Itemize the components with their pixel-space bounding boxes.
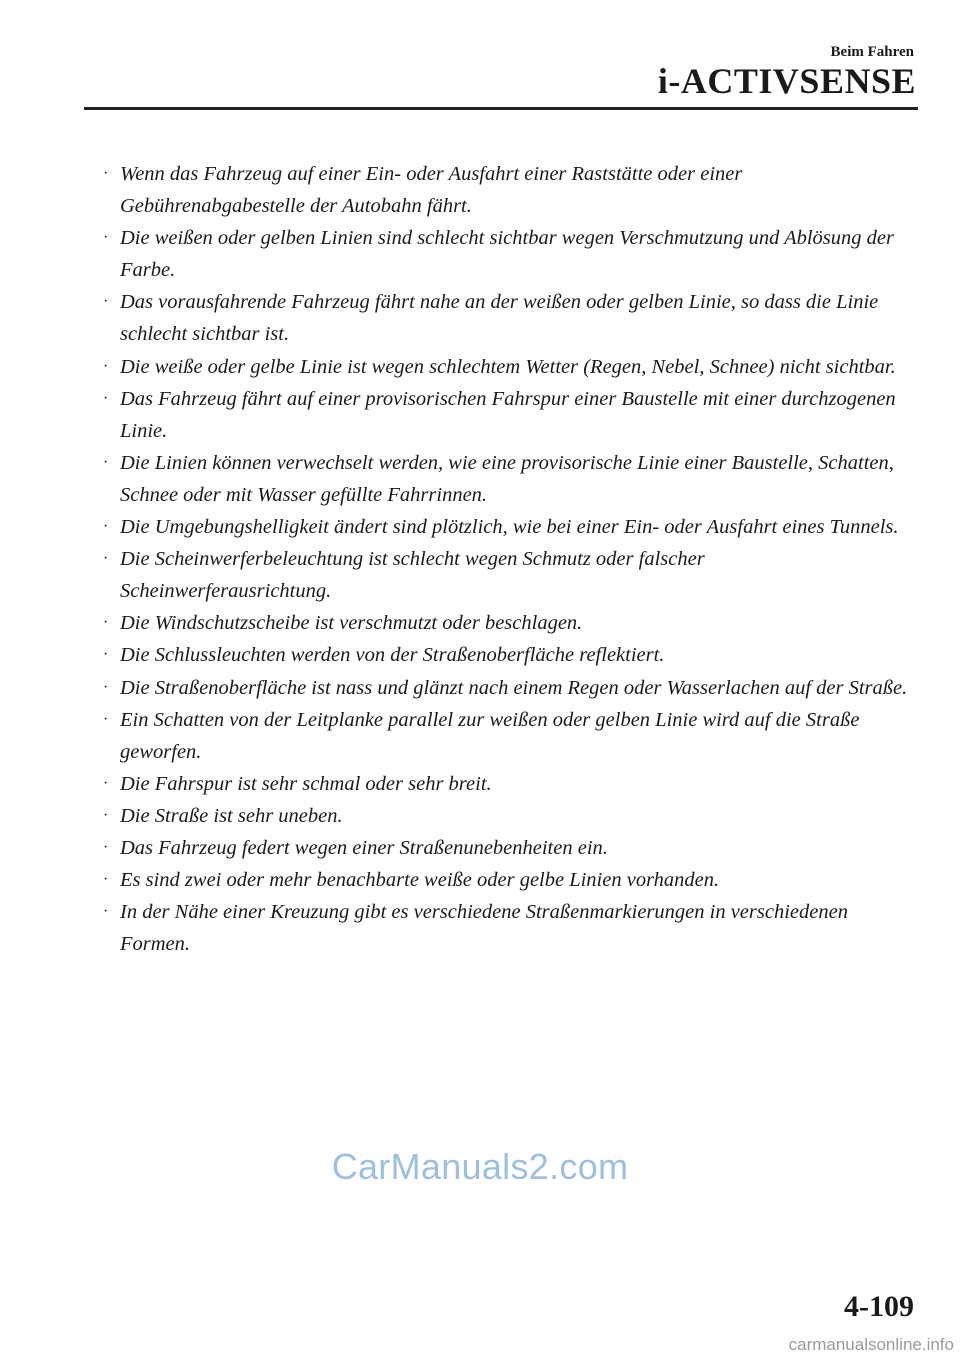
list-item-text: Die Scheinwerferbeleuchtung ist schlecht wegen Schmutz oder falscher Scheinwerferausrichtung. [120,548,705,603]
bullet-dot-icon: · [103,871,109,889]
watermark-logo: CarManuals2.com [331,1146,629,1187]
list-item [100,286,920,350]
bullet-dot-icon: · [103,229,109,247]
bullet-dot-icon: · [103,614,109,632]
bullet-dot-icon: · [103,903,109,921]
list-item [100,222,920,286]
list-item-text: Die Umgebungshelligkeit ändert sind plötzlich, wie bei einer Ein- oder Ausfahrt eines Tunnels. [120,516,899,539]
list-item [100,832,920,864]
list-item [100,639,920,671]
list-item [100,447,920,511]
list-item [100,351,920,383]
list-item [100,383,920,447]
list-item [100,607,920,639]
bullet-dot-icon: · [103,453,109,471]
list-item-text: Ein Schatten von der Leitplanke parallel zur weißen oder gelben Linie wird auf die Straße geworfen. [120,708,860,763]
list-item [100,768,920,800]
list-item-text: Die Straßenoberfläche ist nass und glänzt nach einem Regen oder Wasserlachen auf der Straße. [120,676,908,699]
list-item [100,800,920,832]
list-item-text: In der Nähe einer Kreuzung gibt es verschiedene Straßenmarkierungen in verschiedenen Formen. [120,901,848,956]
list-item-text: Die Straße ist sehr uneben. [120,804,343,827]
header-divider [84,107,918,110]
list-item-text: Wenn das Fahrzeug auf einer Ein- oder Ausfahrt einer Raststätte oder einer Gebührenabgabestelle der Autobahn fährt. [120,163,743,218]
page-number: 4-109 [844,1290,914,1323]
bullet-dot-icon: · [103,838,109,856]
chapter-title: i-ACTIVSENSE [657,61,916,101]
bullet-dot-icon: · [103,678,109,696]
list-item-text: Die Fahrspur ist sehr schmal oder sehr breit. [120,772,492,795]
list-item-text: Das Fahrzeug fährt auf einer provisorischen Fahrspur einer Baustelle mit einer durchzogenen Linie. [120,387,896,442]
footer-watermark: carmanualsonline.info [788,1335,954,1354]
list-item-text: Die Linien können verwechselt werden, wie eine provisorische Linie einer Baustelle, Schatten, Schnee oder mit Wasser gefüllte Fahrrinnen. [120,451,894,506]
list-item-text: Die weißen oder gelben Linien sind schlecht sichtbar wegen Verschmutzung und Ablösung der Farbe. [120,227,894,282]
bullet-dot-icon: · [103,774,109,792]
condition-list [100,158,920,960]
bullet-dot-icon: · [103,389,109,407]
bullet-dot-icon: · [103,710,109,728]
bullet-dot-icon: · [103,806,109,824]
list-item-text: Das Fahrzeug federt wegen einer Straßenunebenheiten ein. [120,836,608,859]
list-item [100,704,920,768]
list-item-text: Es sind zwei oder mehr benachbarte weiße oder gelbe Linien vorhanden. [120,869,720,892]
list-item [100,543,920,607]
bullet-dot-icon: · [103,646,109,664]
bullet-dot-icon: · [103,357,109,375]
list-item [100,158,920,222]
list-item [100,864,920,896]
section-heading: Beim Fahren [830,44,914,60]
bullet-dot-icon: · [103,518,109,536]
list-item-text: Die weiße oder gelbe Linie ist wegen schlechtem Wetter (Regen, Nebel, Schnee) nicht sichtbar. [120,355,896,378]
bullet-dot-icon: · [103,293,109,311]
list-item-text: Das vorausfahrende Fahrzeug fährt nahe an der weißen oder gelben Linie, so dass die Linie schlecht sichtbar ist. [120,291,879,346]
list-item [100,672,920,704]
list-item [100,511,920,543]
bullet-dot-icon: · [103,550,109,568]
bullet-dot-icon: · [103,165,109,182]
list-item-text: Die Schlussleuchten werden von der Straßenoberfläche reflektiert. [120,644,665,667]
list-item-text: Die Windschutzscheibe ist verschmutzt oder beschlagen. [120,612,583,635]
list-item [100,896,920,960]
